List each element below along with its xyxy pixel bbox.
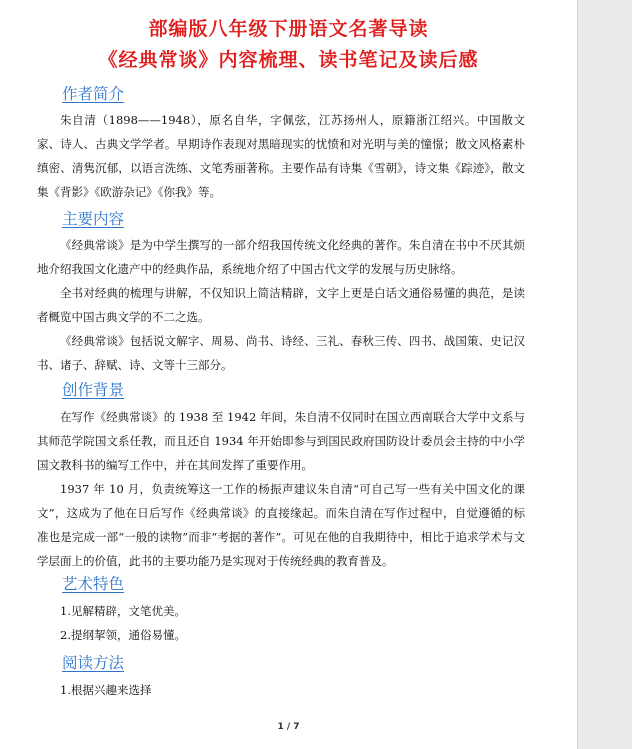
art-item-2: 2.提纲挈领，通俗易懂。 <box>60 628 186 642</box>
background-paragraph-1: 在写作《经典常谈》的 1938 至 1942 年间，朱自清不仅同时在国立西南联合大学中文系与其师范学院国文系任教，而且还自 1934 年开始即参与到国民政府国防设计委员会主持的中小学国文教科书的编写工作中，并在其间发挥了重要作用。 <box>37 410 525 472</box>
page-indicator: 1 / 7 <box>277 722 300 732</box>
content-paragraph-1: 《经典常谈》是为中学生撰写的一部介绍我国传统文化经典的著作。朱自清在书中不厌其烦地介绍我国文化遗产中的经典作品，系统地介绍了中国古代文学的发展与历史脉络。 <box>37 238 525 276</box>
document-subtitle: 《经典常谈》内容梳理、读书笔记及读后感 <box>98 49 479 71</box>
section-heading-method: 阅读方法 <box>62 654 125 672</box>
section-heading-background: 创作背景 <box>62 381 125 399</box>
viewer-side-gutter <box>577 0 632 749</box>
section-heading-content: 主要内容 <box>62 210 125 228</box>
document-title: 部编版八年级下册语文名著导读 <box>148 18 429 40</box>
background-paragraph-2: 1937 年 10 月，负责统筹这一工作的杨振声建议朱自清“可自己写一些有关中国文化的课文”，这成为了他在日后写作《经典常谈》的直接缘起。而朱自清在写作过程中，自觉遵循的标准也是完成一部“一般的读物”而非“考据的著作”。可见在他的自我期待中，相比于追求学术与文学层面上的价值，此书的主要功能乃是实现对于传统经典的教育普及。 <box>37 482 525 568</box>
content-paragraph-3: 《经典常谈》包括说文解字、周易、尚书、诗经、三礼、春秋三传、四书、战国策、史记汉书、诸子、辞赋、诗、文等十三部分。 <box>37 334 525 372</box>
method-item-1: 1.根据兴趣来选择 <box>60 683 152 697</box>
section-heading-art: 艺术特色 <box>62 575 125 593</box>
section-heading-author: 作者简介 <box>62 85 125 103</box>
author-paragraph: 朱自清（1898——1948），原名自华，字佩弦，江苏扬州人，原籍浙江绍兴。中国散文家、诗人、古典文学学者。早期诗作表现对黑暗现实的忧愤和对光明与美的憧憬；散文风格素朴缜密、清隽沉郁，以语言洗练、文笔秀丽著称。主要作品有诗集《雪朝》，诗文集《踪迹》，散文集《背影》《欧游杂记》《你我》等。 <box>37 113 525 199</box>
art-item-1: 1.见解精辟，文笔优美。 <box>60 604 186 618</box>
content-paragraph-2: 全书对经典的梳理与讲解，不仅知识上简洁精辟，文字上更是白话文通俗易懂的典范，是读者概览中国古典文学的不二之选。 <box>37 286 525 324</box>
